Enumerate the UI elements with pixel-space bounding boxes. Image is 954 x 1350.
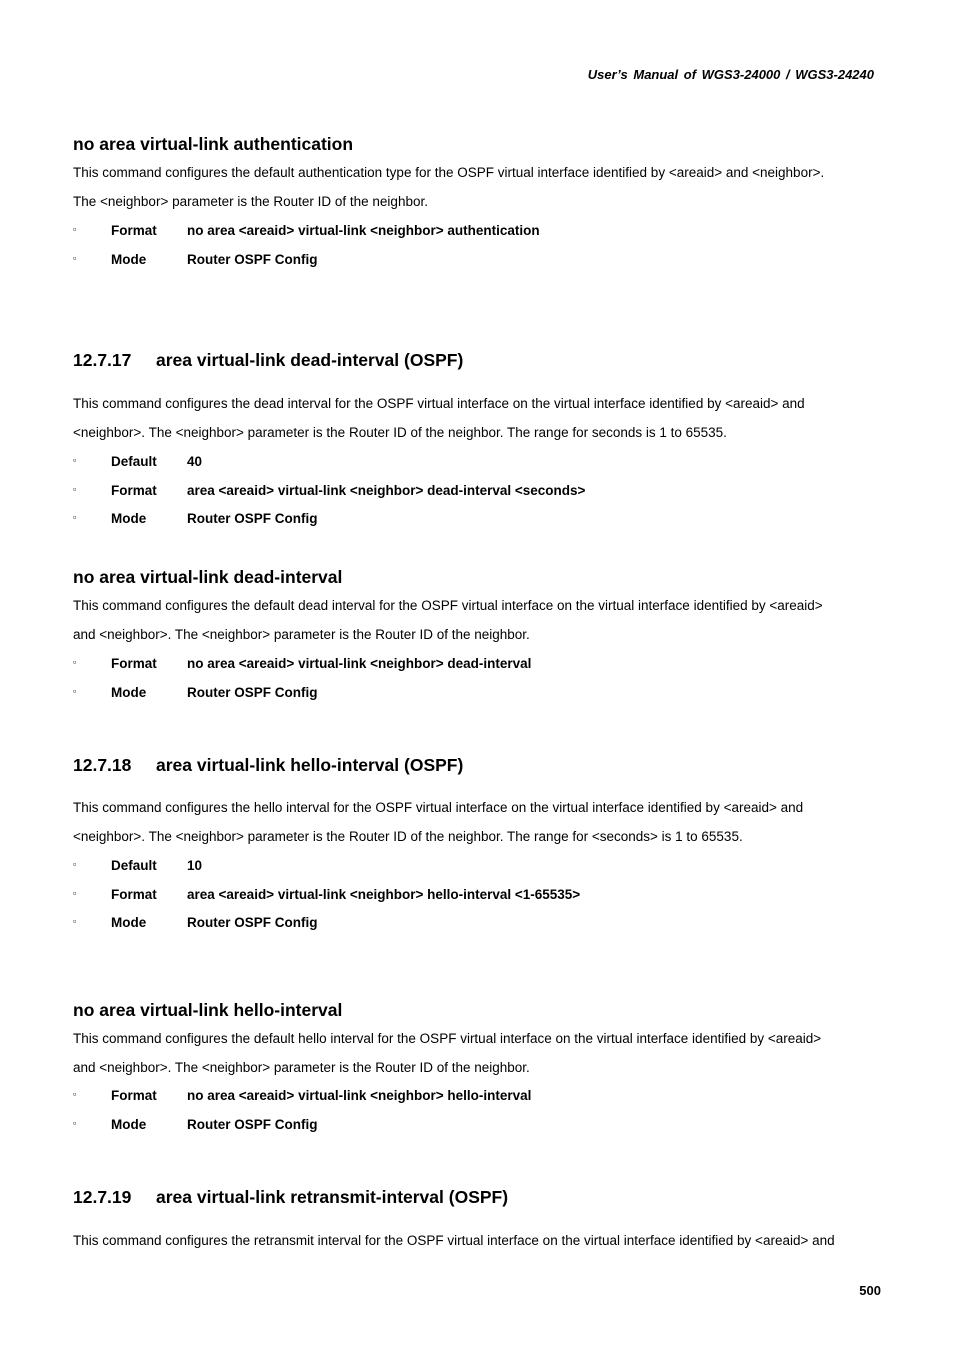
section-number: 12.7.18 bbox=[73, 755, 132, 775]
property-key: Mode bbox=[111, 915, 147, 930]
property-key: Format bbox=[111, 887, 157, 902]
property-value: Router OSPF Config bbox=[187, 1117, 318, 1132]
property-value: Router OSPF Config bbox=[187, 511, 318, 526]
bullet-icon: ▫ bbox=[73, 859, 77, 869]
section-title: area virtual-link dead-interval (OSPF) bbox=[156, 350, 464, 370]
subheading-no-hello-interval: no area virtual-link hello-interval bbox=[73, 1000, 343, 1020]
paragraph-line: <neighbor>. The <neighbor> parameter is the Router ID of the neighbor. The range for <seconds> is 1 to 65535. bbox=[73, 829, 743, 844]
bullet-icon: ▫ bbox=[73, 686, 77, 696]
bullet-icon: ▫ bbox=[73, 888, 77, 898]
property-value: no area <areaid> virtual-link <neighbor> dead-interval bbox=[187, 656, 532, 671]
property-key: Default bbox=[111, 454, 157, 469]
manual-header: User’s Manual of WGS3-24000 / WGS3-24240 bbox=[587, 67, 874, 82]
property-value: Router OSPF Config bbox=[187, 915, 318, 930]
paragraph-line: and <neighbor>. The <neighbor> parameter is the Router ID of the neighbor. bbox=[73, 1060, 530, 1075]
property-value: 10 bbox=[187, 858, 203, 873]
page-number: 500 bbox=[859, 1283, 881, 1298]
subheading-no-dead-interval: no area virtual-link dead-interval bbox=[73, 567, 343, 587]
property-key: Mode bbox=[111, 252, 147, 267]
section-title: area virtual-link retransmit-interval (OSPF) bbox=[156, 1187, 509, 1207]
paragraph-no-authentication bbox=[73, 158, 893, 216]
section-heading-12-7-18 bbox=[73, 755, 463, 776]
bullet-icon: ▫ bbox=[73, 455, 77, 465]
paragraph-no-hello-interval bbox=[73, 1024, 893, 1082]
property-key: Format bbox=[111, 656, 157, 671]
property-value: no area <areaid> virtual-link <neighbor> hello-interval bbox=[187, 1088, 532, 1103]
property-key: Mode bbox=[111, 511, 147, 526]
property-value: area <areaid> virtual-link <neighbor> dead-interval <seconds> bbox=[187, 483, 586, 498]
paragraph-line: <neighbor>. The <neighbor> parameter is the Router ID of the neighbor. The range for seconds is 1 to 65535. bbox=[73, 425, 727, 440]
property-key: Format bbox=[111, 483, 157, 498]
paragraph-line: This command configures the retransmit interval for the OSPF virtual interface on the virtual interface identified by <areaid> and bbox=[73, 1233, 835, 1248]
bullet-icon: ▫ bbox=[73, 657, 77, 667]
bullet-icon: ▫ bbox=[73, 224, 77, 234]
paragraph-retransmit-interval bbox=[73, 1226, 893, 1255]
property-key: Mode bbox=[111, 685, 147, 700]
property-key: Format bbox=[111, 1088, 157, 1103]
property-value: Router OSPF Config bbox=[187, 252, 318, 267]
paragraph-line: This command configures the default authentication type for the OSPF virtual interface identified by <areaid> and <neighbor>. bbox=[73, 165, 825, 180]
bullet-icon: ▫ bbox=[73, 484, 77, 494]
property-value: 40 bbox=[187, 454, 203, 469]
bullet-icon: ▫ bbox=[73, 1089, 77, 1099]
subheading-no-authentication: no area virtual-link authentication bbox=[73, 134, 354, 154]
section-heading-12-7-17 bbox=[73, 350, 463, 371]
paragraph-no-dead-interval bbox=[73, 591, 893, 649]
paragraph-dead-interval bbox=[73, 389, 893, 447]
paragraph-line: The <neighbor> parameter is the Router ID of the neighbor. bbox=[73, 194, 428, 209]
section-number: 12.7.17 bbox=[73, 350, 132, 370]
section-number: 12.7.19 bbox=[73, 1187, 132, 1207]
property-key: Mode bbox=[111, 1117, 147, 1132]
property-value: Router OSPF Config bbox=[187, 685, 318, 700]
section-title: area virtual-link hello-interval (OSPF) bbox=[156, 755, 464, 775]
paragraph-line: This command configures the default hello interval for the OSPF virtual interface on the virtual interface identified by <areaid> bbox=[73, 1031, 822, 1046]
property-value: area <areaid> virtual-link <neighbor> hello-interval <1-65535> bbox=[187, 887, 581, 902]
bullet-icon: ▫ bbox=[73, 512, 77, 522]
bullet-icon: ▫ bbox=[73, 253, 77, 263]
property-key: Default bbox=[111, 858, 157, 873]
paragraph-line: This command configures the dead interval for the OSPF virtual interface on the virtual interface identified by <areaid> and bbox=[73, 396, 805, 411]
bullet-icon: ▫ bbox=[73, 1118, 77, 1128]
paragraph-line: and <neighbor>. The <neighbor> parameter is the Router ID of the neighbor. bbox=[73, 627, 530, 642]
bullet-icon: ▫ bbox=[73, 916, 77, 926]
property-value: no area <areaid> virtual-link <neighbor> authentication bbox=[187, 223, 540, 238]
paragraph-line: This command configures the default dead interval for the OSPF virtual interface on the virtual interface identified by <areaid> bbox=[73, 598, 823, 613]
paragraph-hello-interval bbox=[73, 793, 893, 851]
section-heading-12-7-19 bbox=[73, 1187, 508, 1208]
paragraph-line: This command configures the hello interval for the OSPF virtual interface on the virtual interface identified by <areaid> and bbox=[73, 800, 804, 815]
property-key: Format bbox=[111, 223, 157, 238]
